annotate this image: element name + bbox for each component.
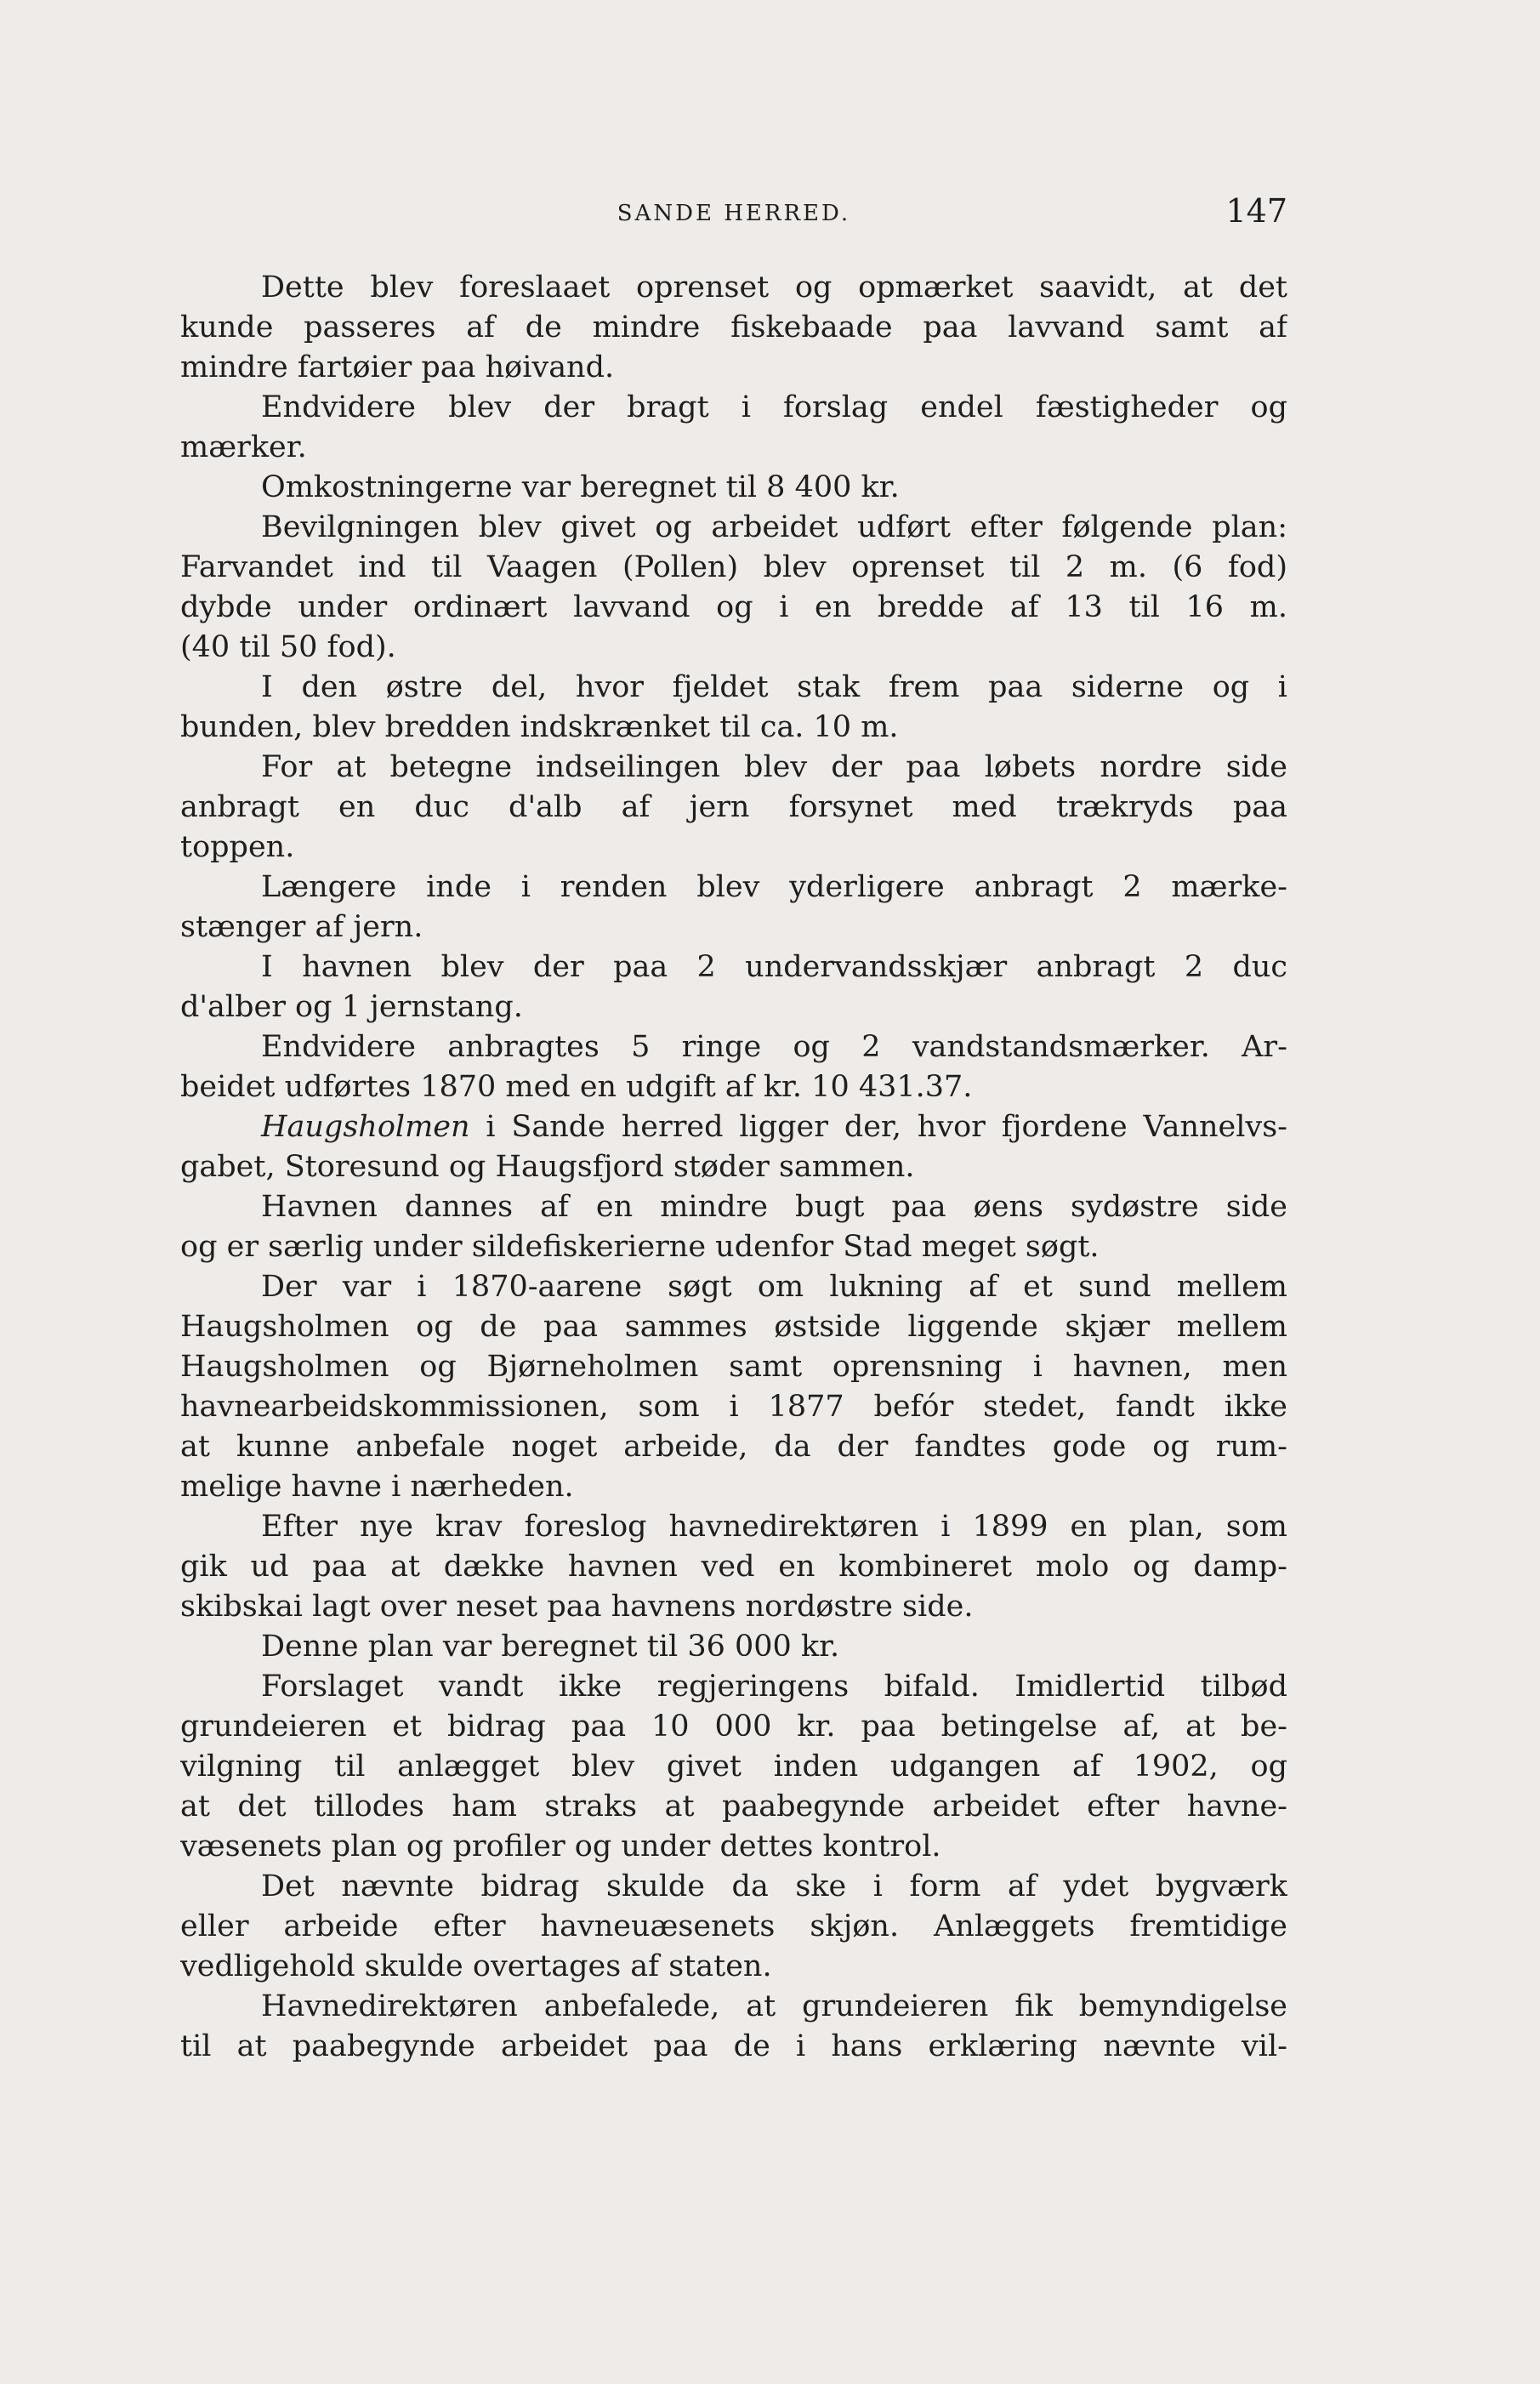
running-head	[180, 192, 1287, 235]
text-line: eller arbeide efter havneuæsenets skjøn. Anlæggets fremtidige	[180, 1909, 1287, 1943]
text-line: melige havne i nærheden.	[180, 1470, 574, 1504]
text-line: Denne plan var beregnet til 36 000 kr.	[261, 1630, 840, 1664]
text-line: Der var i 1870-aarene søgt om lukning af et sund mellem	[261, 1270, 1287, 1304]
text-line: Farvandet ind til Vaagen (Pollen) blev oprenset til 2 m. (6 fod)	[180, 550, 1287, 584]
text-line: at det tillodes ham straks at paabegynde arbeidet efter havne-	[180, 1789, 1287, 1824]
text-line: anbragt en duc d'alb af jern forsynet med trækryds paa	[180, 790, 1287, 824]
text-line: gik ud paa at dække havnen ved en kombineret molo og damp-	[180, 1550, 1287, 1584]
text-line: Dette blev foreslaaet oprenset og opmærket saavidt, at det	[261, 270, 1287, 304]
text-line: skibskai lagt over neset paa havnens nordøstre side.	[180, 1590, 974, 1624]
place-name: Haugsholmen	[261, 1110, 470, 1144]
text-line: Det nævnte bidrag skulde da ske i form af ydet bygværk	[261, 1869, 1287, 1903]
text-line: vedligehold skulde overtages af staten.	[180, 1949, 772, 1983]
text-line: toppen.	[180, 830, 295, 864]
text-line: havnearbeidskommissionen, som i 1877 befór stedet, fandt ikke	[180, 1390, 1287, 1424]
text-line: til at paabegynde arbeidet paa de i hans erklæring nævnte vil-	[180, 2029, 1287, 2063]
text-line: Haugsholmen i Sande herred ligger der, hvor fjordene Vannelvs-	[261, 1110, 1287, 1144]
text-line: Efter nye krav foreslog havnedirektøren i 1899 en plan, som	[261, 1510, 1287, 1544]
text-line: d'alber og 1 jernstang.	[180, 990, 523, 1024]
text-line: mærker.	[180, 430, 307, 464]
text-line: Endvidere anbragtes 5 ringe og 2 vandstandsmærker. Ar-	[261, 1030, 1287, 1064]
text-line: vilgning til anlægget blev givet inden udgangen af 1902, og	[180, 1750, 1287, 1784]
text-line: beidet udførtes 1870 med en udgift af kr. 10 431.37.	[180, 1070, 973, 1104]
text-line: Forslaget vandt ikke regjeringens bifald. Imidlertid tilbød	[261, 1670, 1287, 1704]
text-line: Haugsholmen og de paa sammes østside liggende skjær mellem	[180, 1310, 1287, 1344]
text-line: Havnen dannes af en mindre bugt paa øens sydøstre side	[261, 1190, 1287, 1224]
text-line: Omkostningerne var beregnet til 8 400 kr.	[261, 470, 900, 504]
text-line: kunde passeres af de mindre fiskebaade paa lavvand samt af	[180, 310, 1287, 344]
text-line: (40 til 50 fod).	[180, 630, 396, 664]
text-line: mindre fartøier paa høivand.	[180, 350, 615, 384]
text-line: Havnedirektøren anbefalede, at grundeieren fik bemyndigelse	[261, 1989, 1287, 2023]
text-line: Længere inde i renden blev yderligere anbragt 2 mærke-	[261, 870, 1287, 904]
text-line: stænger af jern.	[180, 910, 423, 944]
text-line: bunden, blev bredden indskrænket til ca. 10 m.	[180, 710, 899, 744]
text-line: I havnen blev der paa 2 undervandsskjær anbragt 2 duc	[261, 950, 1287, 984]
text-line: Endvidere blev der bragt i forslag endel fæstigheder og	[261, 390, 1287, 424]
page-number: 147	[1225, 192, 1287, 230]
running-title: SANDE HERRED.	[617, 201, 851, 226]
text-line: og er særlig under sildefiskerierne udenfor Stad meget søgt.	[180, 1230, 1100, 1264]
text-line: Bevilgningen blev givet og arbeidet udført efter følgende plan:	[261, 510, 1287, 544]
text-line: I den østre del, hvor fjeldet stak frem paa siderne og i	[261, 670, 1287, 704]
text-line: væsenets plan og profiler og under dettes kontrol.	[180, 1829, 941, 1863]
body-text	[180, 268, 1287, 2067]
text-line: dybde under ordinært lavvand og i en bredde af 13 til 16 m.	[180, 590, 1287, 624]
text-line: gabet, Storesund og Haugsfjord støder sammen.	[180, 1150, 915, 1184]
text-line: Haugsholmen og Bjørneholmen samt oprensning i havnen, men	[180, 1350, 1287, 1384]
text-line: at kunne anbefale noget arbeide, da der fandtes gode og rum-	[180, 1430, 1287, 1464]
text-line: For at betegne indseilingen blev der paa løbets nordre side	[261, 750, 1287, 784]
text-line: grundeieren et bidrag paa 10 000 kr. paa betingelse af, at be-	[180, 1710, 1287, 1744]
